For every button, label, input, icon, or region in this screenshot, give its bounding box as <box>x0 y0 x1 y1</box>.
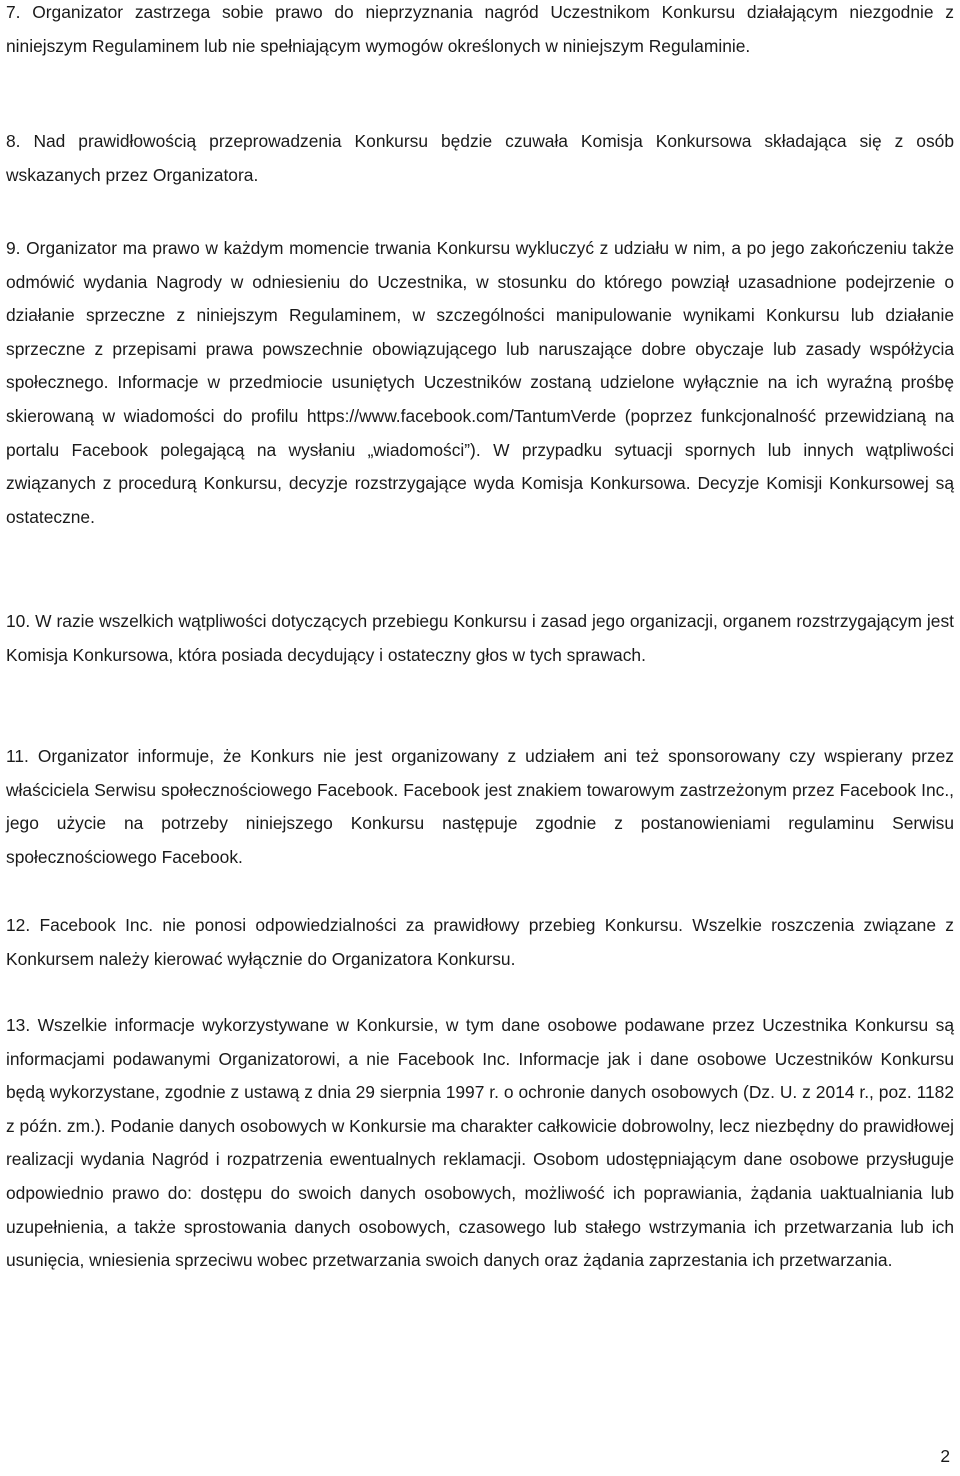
paragraph-8: 8. Nad prawidłowością przeprowadzenia Konkursu będzie czuwała Komisja Konkursowa składająca się z osób wskazanych przez Organizatora. <box>6 131 954 185</box>
paragraph-7: 7. Organizator zastrzega sobie prawo do nieprzyznania nagród Uczestnikom Konkursu działającym niezgodnie z niniejszym Regulaminem lub nie spełniającym wymogów określonych w niniejszym Regulaminie. <box>6 2 954 56</box>
paragraph-10: 10. W razie wszelkich wątpliwości dotyczących przebiegu Konkursu i zasad jego organizacji, organem rozstrzygającym jest Komisja Konkursowa, która posiada decydujący i ostateczny głos w tych sprawach. <box>6 611 954 665</box>
page-number: 2 <box>940 1446 950 1466</box>
paragraph-11: 11. Organizator informuje, że Konkurs nie jest organizowany z udziałem ani też sponsorowany czy wspierany przez właściciela Serwisu społecznościowego Facebook. Facebook jest znakiem towarowym zastrzeżonym przez Facebook Inc., jego użycie na potrzeby niniejszego Konkursu następuje zgodnie z postanowieniami regulaminu Serwisu społecznościowego Facebook. <box>6 746 954 867</box>
paragraph-13: 13. Wszelkie informacje wykorzystywane w Konkursie, w tym dane osobowe podawane przez Uczestnika Konkursu są informacjami podawanymi Organizatorowi, a nie Facebook Inc. Informacje jak i dane osobowe Uczestników Konkursu będą wykorzystane, zgodnie z ustawą z dnia 29 sierpnia 1997 r. o ochronie danych osobowych (Dz. U. z 2014 r., poz. 1182 z późn. zm.). Podanie danych osobowych w Konkursie ma charakter całkowicie dobrowolny, lecz niezbędny do prawidłowej realizacji wydania Nagród i rozpatrzenia ewentualnych reklamacji. Osobom udostępniającym dane osobowe przysługuje odpowiednio prawo do: dostępu do swoich danych osobowych, możliwość ich poprawiania, żądania uaktualniania lub uzupełnienia, a także sprostowania danych osobowych, czasowego lub stałego wstrzymania ich przetwarzania lub ich usunięcia, wniesienia sprzeciwu wobec przetwarzania swoich danych oraz żądania zaprzestania ich przetwarzania. <box>6 1015 954 1271</box>
paragraph-9: 9. Organizator ma prawo w każdym momencie trwania Konkursu wykluczyć z udziału w nim, a po jego zakończeniu także odmówić wydania Nagrody w odniesieniu do Uczestnika, w stosunku do którego powziął uzasadnione podejrzenie o działanie sprzeczne z niniejszym Regulaminem, w szczególności manipulowanie wynikami Konkursu lub działanie sprzeczne z przepisami prawa powszechnie obowiązującego lub naruszające dobre obyczaje lub zasady współżycia społecznego. Informacje w przedmiocie usuniętych Uczestników zostaną udzielone wyłącznie na ich wyraźną prośbę skierowaną w wiadomości do profilu https://www.facebook.com/TantumVerde (poprzez funkcjonalność przewidzianą na portalu Facebook polegającą na wysłaniu „wiadomości”). W przypadku sytuacji spornych lub innych wątpliwości związanych z procedurą Konkursu, decyzje rozstrzygające wyda Komisja Konkursowa. Decyzje Komisji Konkursowej są ostateczne. <box>6 238 954 527</box>
paragraph-12: 12. Facebook Inc. nie ponosi odpowiedzialności za prawidłowy przebieg Konkursu. Wszelkie roszczenia związane z Konkursem należy kierować wyłącznie do Organizatora Konkursu. <box>6 915 954 969</box>
